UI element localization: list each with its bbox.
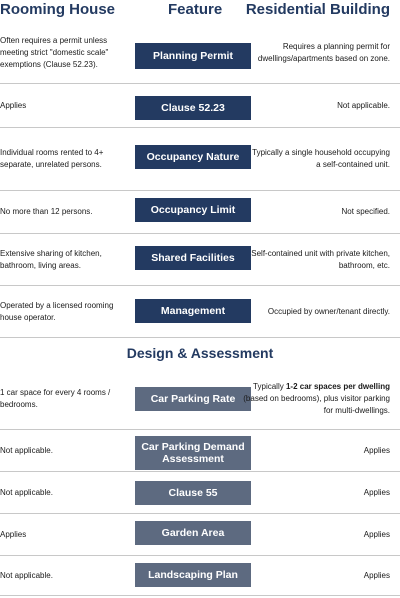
rooming-house-cell: Extensive sharing of kitchen, bathroom, living areas.: [0, 248, 102, 270]
feature-label-car-parking-rate: Car Parking Rate: [135, 387, 251, 411]
table-row: [0, 286, 400, 338]
feature-label-occupancy-limit: Occupancy Limit: [135, 198, 251, 222]
feature-label-management: Management: [135, 299, 251, 323]
table-row: [0, 84, 400, 128]
residential-building-cell: Occupied by owner/tenant directly.: [267, 306, 390, 316]
table-row: [0, 556, 400, 596]
residential-building-cell: Not applicable.: [337, 100, 390, 110]
rooming-house-cell: Operated by a licensed rooming house operator.: [0, 300, 114, 322]
feature-label-landscaping-plan: Landscaping Plan: [135, 563, 251, 587]
residential-building-cell: Applies: [363, 445, 390, 455]
column-header-feature: Feature: [168, 1, 223, 18]
residential-building-cell: Applies: [363, 529, 390, 539]
feature-label-car-parking-demand-assessment: Car Parking Demand Assessment: [135, 436, 251, 470]
rooming-house-cell: Applies: [0, 529, 27, 539]
feature-label-garden-area: Garden Area: [135, 521, 251, 545]
feature-label-clause-55: Clause 55: [135, 481, 251, 505]
rooming-house-cell: Not applicable.: [0, 487, 53, 497]
section-title-design-assessment: Design & Assessment: [126, 345, 274, 361]
table-row: [0, 128, 400, 191]
rooming-house-cell: Individual rooms rented to 4+ separate, unrelated persons.: [0, 148, 104, 169]
table-row: [0, 472, 400, 514]
feature-label-occupancy-nature: Occupancy Nature: [135, 145, 251, 169]
table-row: [0, 191, 400, 234]
residential-building-cell: Applies: [363, 487, 390, 497]
table-row: [0, 514, 400, 556]
feature-label-shared-facilities: Shared Facilities: [135, 246, 251, 270]
rooming-house-cell: Not applicable.: [0, 445, 53, 455]
table-row: [0, 368, 400, 430]
column-header-rooming-house: Rooming House: [0, 1, 115, 18]
table-row: [0, 22, 400, 84]
residential-building-text: Typically 1-2 car spaces per dwelling (based on bedrooms), plus visitor parking for multi-dwellings.: [243, 381, 390, 415]
table-header: [0, 0, 400, 22]
residential-building-cell: Not specified.: [341, 207, 390, 216]
rooming-house-cell: Often requires a permit unless meeting strict "domestic scale" exemptions (Clause 52.23).: [0, 35, 109, 69]
residential-building-cell: [242, 368, 390, 429]
column-header-residential-building: Residential Building: [245, 1, 390, 18]
residential-building-cell: Applies: [363, 570, 390, 580]
residential-building-cell: Typically a single household occupying a self-contained unit.: [252, 148, 390, 169]
table-row: [0, 234, 400, 286]
residential-building-cell: Requires a planning permit for dwellings/apartments based on zone.: [257, 41, 390, 63]
rooming-house-cell: Applies: [0, 100, 27, 110]
rooming-house-cell: 1 car space for every 4 rooms / bedrooms.: [0, 387, 111, 409]
residential-building-cell: Self-contained unit with private kitchen, bathroom, etc.: [251, 248, 390, 270]
rooming-house-cell: Not applicable.: [0, 570, 53, 580]
table-row: [0, 430, 400, 472]
feature-label-clause-52-23: Clause 52.23: [135, 96, 251, 120]
rooming-house-cell: No more than 12 persons.: [0, 207, 93, 216]
feature-label-planning-permit: Planning Permit: [135, 43, 251, 69]
